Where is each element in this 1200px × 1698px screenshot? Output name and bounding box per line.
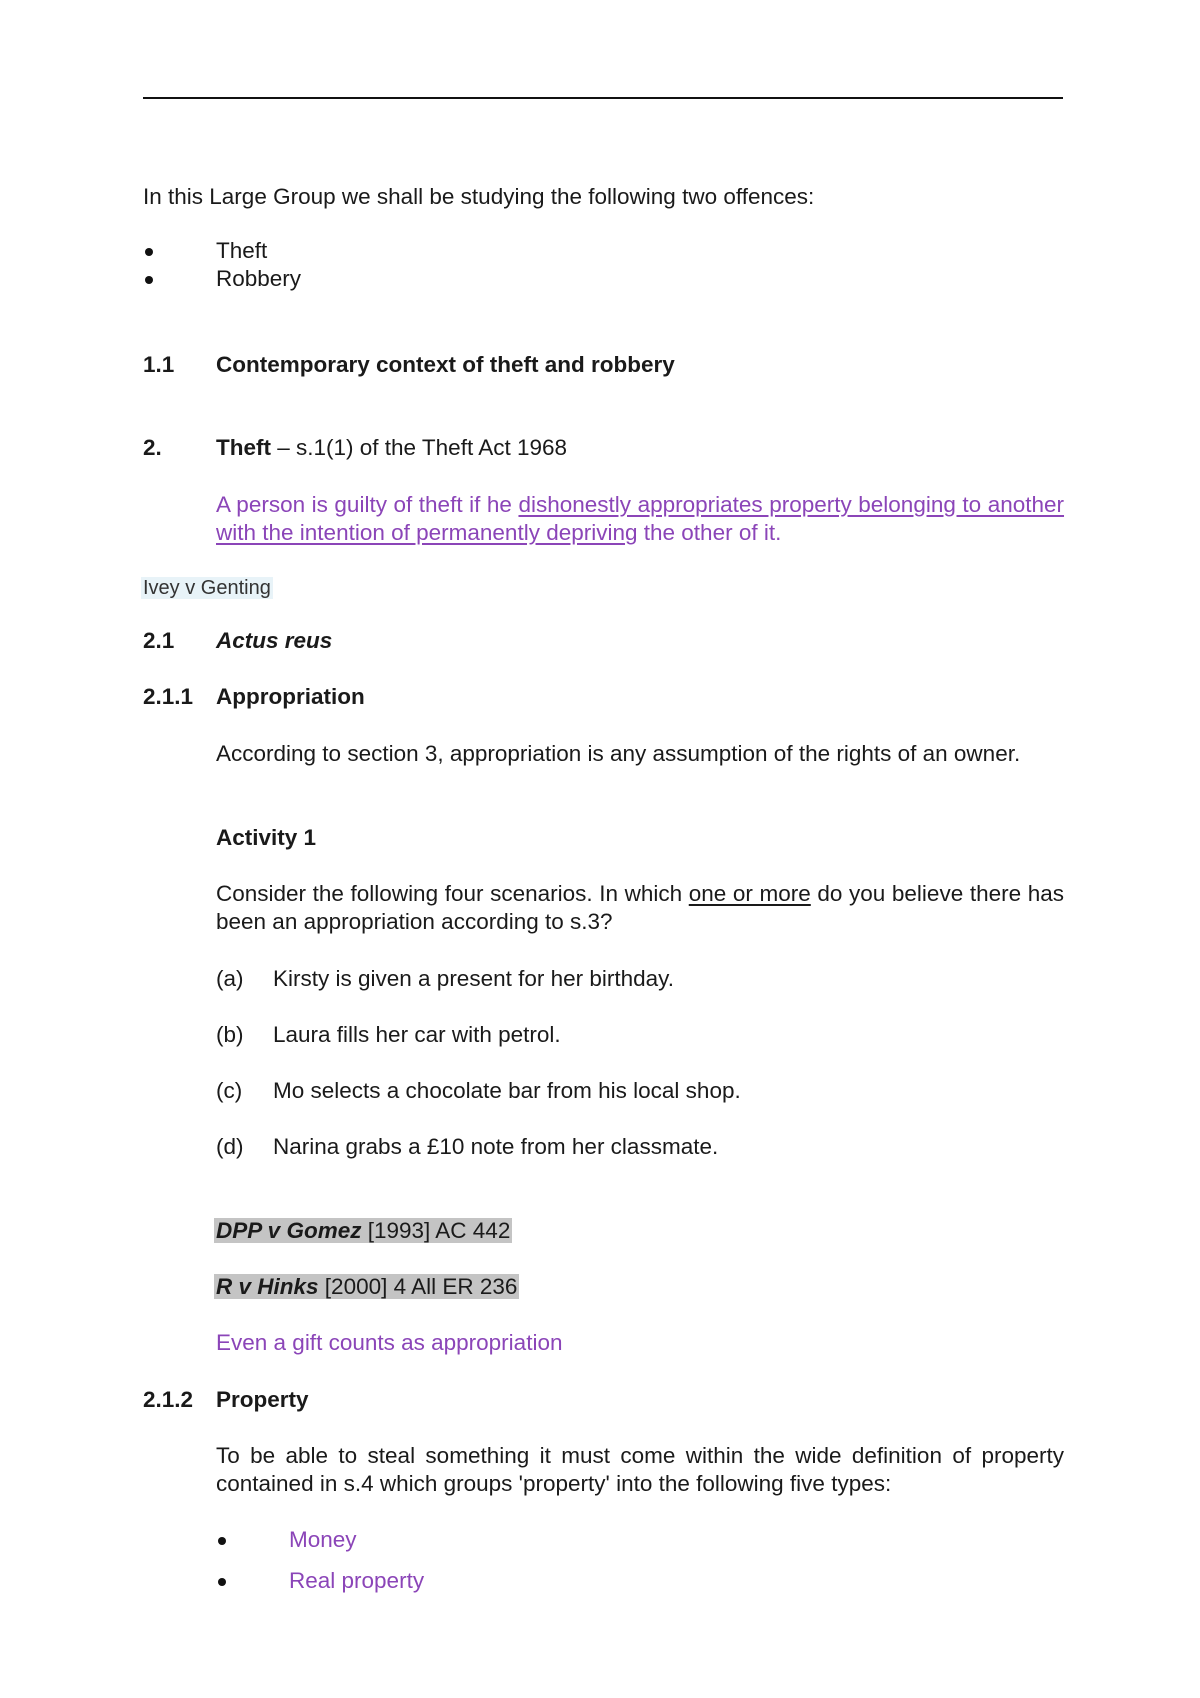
- section-subtitle: – s.1(1) of the Theft Act 1968: [271, 435, 568, 460]
- case-note: [141, 573, 273, 602]
- scenario-label: (b): [216, 1022, 244, 1047]
- section-heading: Contemporary context of theft and robbery: [216, 352, 675, 377]
- theft-definition: [216, 491, 1064, 547]
- case-citation: [214, 1273, 519, 1301]
- scenario-label: (d): [216, 1134, 244, 1159]
- scenario-text: Narina grabs a £10 note from her classmate.: [273, 1134, 719, 1159]
- case-note-text: Ivey v Genting: [143, 577, 271, 599]
- scenario-text: Laura fills her car with petrol.: [273, 1022, 561, 1047]
- case-name: R v Hinks: [216, 1274, 319, 1299]
- property-type-item: Real property: [289, 1568, 425, 1593]
- definition-underlined: dishonestly appropriates property belonging to another with the intention of permanently depriving: [216, 492, 1065, 545]
- section-number: 2.: [143, 435, 162, 460]
- header-rule: [143, 97, 1063, 99]
- bullet-icon: [218, 1578, 226, 1586]
- case-cite: [1993] AC 442: [361, 1218, 511, 1243]
- section-title: Theft: [216, 435, 271, 460]
- offence-item: Theft: [216, 238, 268, 263]
- section-number: 1.1: [143, 352, 175, 377]
- property-text: To be able to steal something it must come within the wide definition of property contained in s.4 which groups 'property' into the following five types:: [216, 1443, 1064, 1496]
- activity-title: Activity 1: [216, 825, 317, 850]
- section-heading: Appropriation: [216, 684, 365, 709]
- bullet-icon: [145, 248, 153, 256]
- activity-intro: [216, 880, 1064, 936]
- section-heading: Property: [216, 1387, 309, 1412]
- property-type-item: Money: [289, 1527, 357, 1552]
- section-heading: Actus reus: [216, 628, 333, 653]
- scenario-label: (a): [216, 966, 244, 991]
- definition-tail: the other of it.: [637, 520, 782, 545]
- intro-text: In this Large Group we shall be studying the following two offences:: [143, 184, 815, 209]
- case-citation: [214, 1217, 512, 1245]
- appropriation-text: According to section 3, appropriation is any assumption of the rights of an owner.: [216, 741, 1021, 766]
- definition-lead: A person is guilty of theft if he: [216, 492, 519, 517]
- scenario-text: Kirsty is given a present for her birthday.: [273, 966, 675, 991]
- bullet-icon: [218, 1537, 226, 1545]
- section-number: 2.1.2: [143, 1387, 194, 1412]
- activity-intro-underlined: one or more: [688, 881, 811, 906]
- section-heading: [216, 434, 567, 462]
- scenario-text: Mo selects a chocolate bar from his local shop.: [273, 1078, 741, 1103]
- scenario-label: (c): [216, 1078, 243, 1103]
- activity-intro-tail: do you believe there has been an appropriation according to s.3?: [216, 881, 1064, 934]
- section-number: 2.1.1: [143, 684, 194, 709]
- section-number: 2.1: [143, 628, 175, 653]
- bullet-icon: [145, 276, 153, 284]
- offence-item: Robbery: [216, 266, 302, 291]
- activity-intro-lead: Consider the following four scenarios. In which: [216, 881, 689, 906]
- case-cite: [2000] 4 All ER 236: [318, 1274, 518, 1299]
- gift-note: Even a gift counts as appropriation: [216, 1330, 563, 1355]
- case-name: DPP v Gomez: [216, 1218, 362, 1243]
